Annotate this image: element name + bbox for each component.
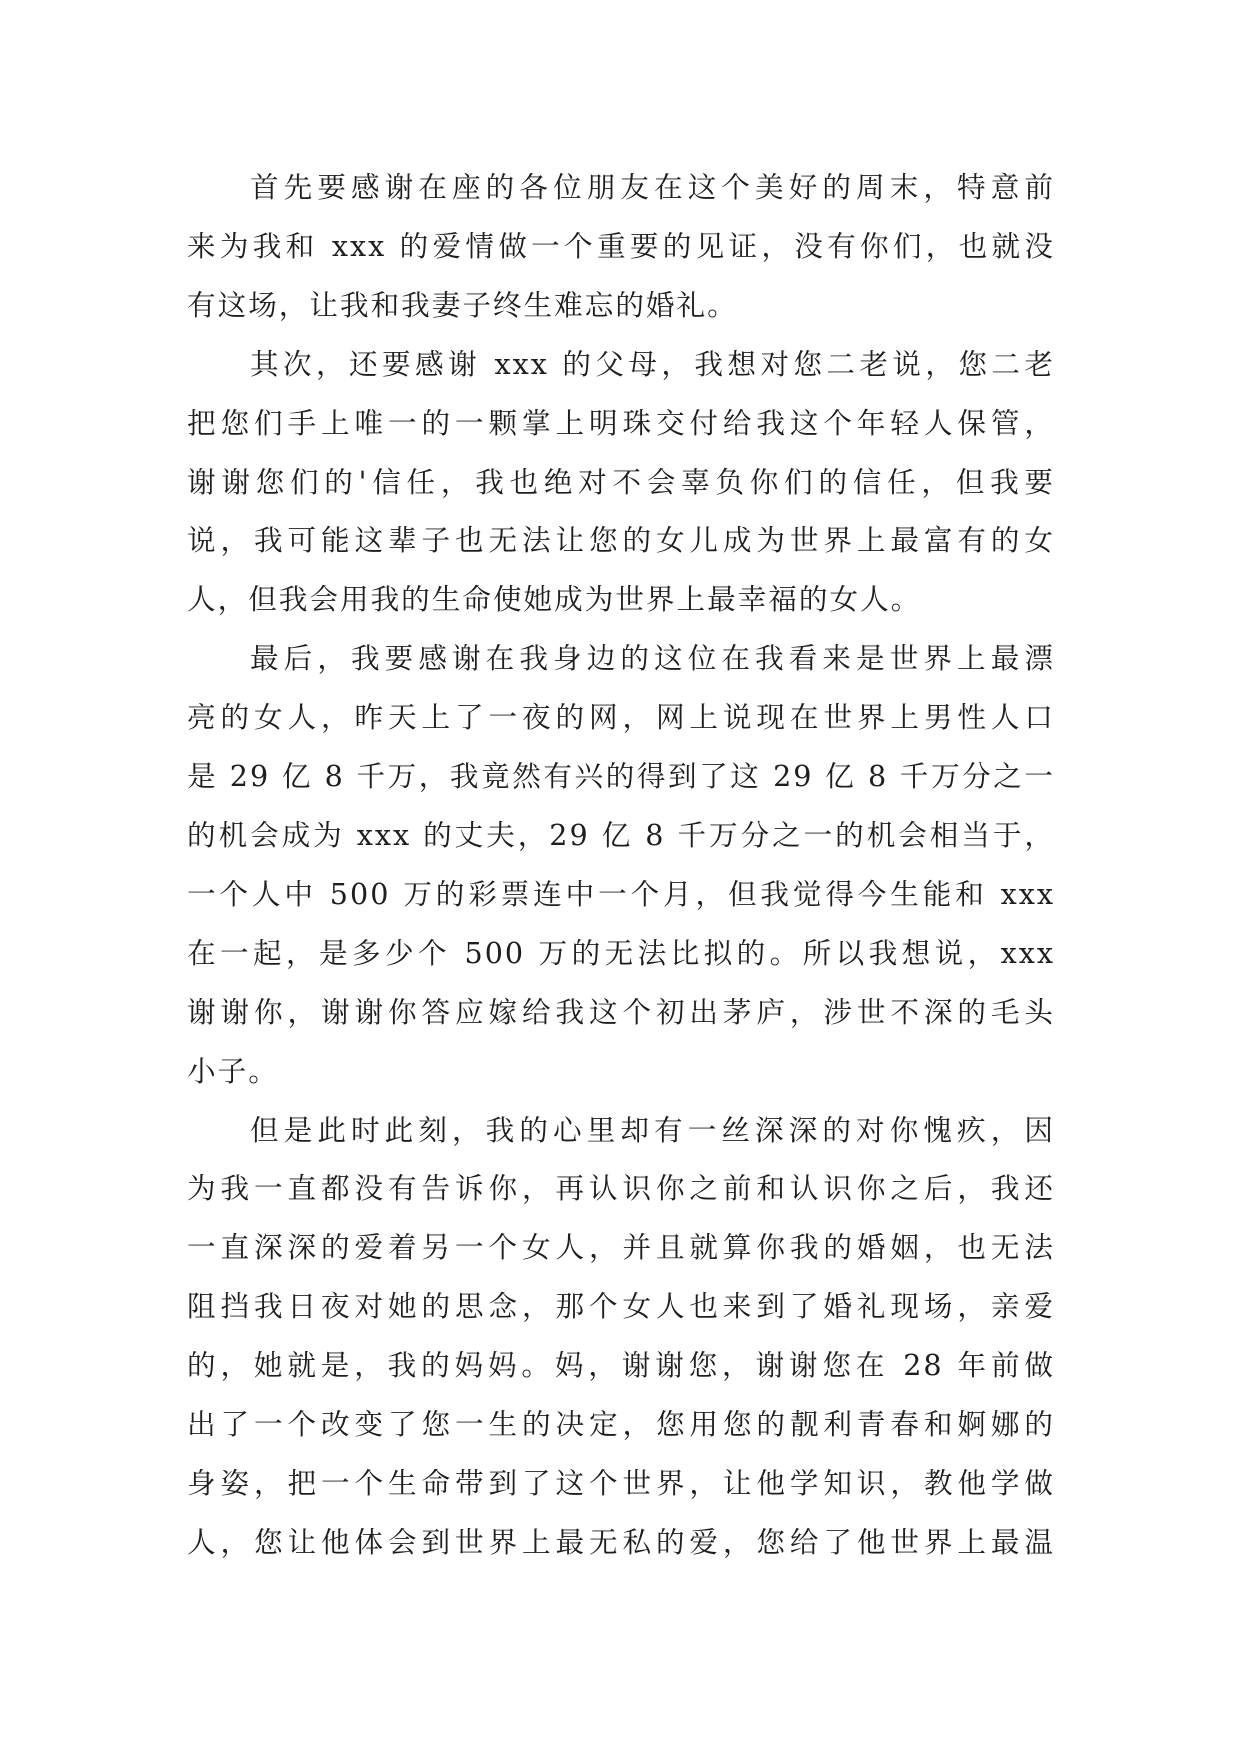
paragraph <box>187 1101 1055 1572</box>
text-line: 身姿，把一个生命带到了这个世界，让他学知识，教他学做 <box>187 1465 1055 1500</box>
text-line: 是 29 亿 8 千万，我竟然有兴的得到了这 29 亿 8 千万分之一 <box>187 759 1055 794</box>
text-line: 出了一个改变了您一生的决定，您用您的靓利青春和婀娜的 <box>187 1407 1055 1442</box>
text-line: 来为我和 xxx 的爱情做一个重要的见证，没有你们，也就没 <box>187 228 1055 263</box>
text-line: 人，但我会用我的生命使她成为世界上最幸福的女人。 <box>187 582 922 617</box>
text-line: 首先要感谢在座的各位朋友在这个美好的周末，特意前 <box>250 170 1055 204</box>
text-line: 谢谢你，谢谢你答应嫁给我这个初出茅庐，涉世不深的毛头 <box>187 994 1055 1029</box>
paragraph <box>187 629 1055 1100</box>
text-line: 说，我可能这辈子也无法让您的女儿成为世界上最富有的女 <box>187 523 1055 558</box>
text-line: 把您们手上唯一的一颗掌上明珠交付给我这个年轻人保管， <box>187 405 1055 440</box>
text-line: 人，您让他体会到世界上最无私的爱，您给了他世界上最温 <box>187 1524 1055 1559</box>
paragraph <box>187 158 1055 335</box>
text-line: 有这场，让我和我妻子终生难忘的婚礼。 <box>187 287 738 322</box>
document-body <box>187 158 1055 1572</box>
text-line: 小子。 <box>187 1053 279 1088</box>
text-line: 在一起，是多少个 500 万的无法比拟的。所以我想说，xxx <box>187 935 1055 970</box>
paragraph <box>187 335 1055 630</box>
text-line: 阻挡我日夜对她的思念，那个女人也来到了婚礼现场，亲爱 <box>187 1289 1055 1324</box>
text-line: 为我一直都没有告诉你，再认识你之前和认识你之后，我还 <box>187 1171 1055 1206</box>
text-line: 一直深深的爱着另一个女人，并且就算你我的婚姻，也无法 <box>187 1230 1055 1265</box>
text-line: 的，她就是，我的妈妈。妈，谢谢您，谢谢您在 28 年前做 <box>187 1348 1055 1383</box>
text-line: 一个人中 500 万的彩票连中一个月，但我觉得今生能和 xxx <box>187 876 1055 911</box>
text-line: 最后，我要感谢在我身边的这位在我看来是世界上最漂 <box>250 641 1055 676</box>
text-line: 其次，还要感谢 xxx 的父母，我想对您二老说，您二老 <box>250 346 1055 381</box>
text-line: 的机会成为 xxx 的丈夫，29 亿 8 千万分之一的机会相当于， <box>187 817 1055 852</box>
text-line: 但是此时此刻，我的心里却有一丝深深的对你愧疚，因 <box>250 1112 1055 1147</box>
text-line: 亮的女人，昨天上了一夜的网，网上说现在世界上男性人口 <box>187 700 1055 735</box>
text-line: 谢谢您们的'信任，我也绝对不会辜负你们的信任，但我要 <box>187 464 1055 499</box>
